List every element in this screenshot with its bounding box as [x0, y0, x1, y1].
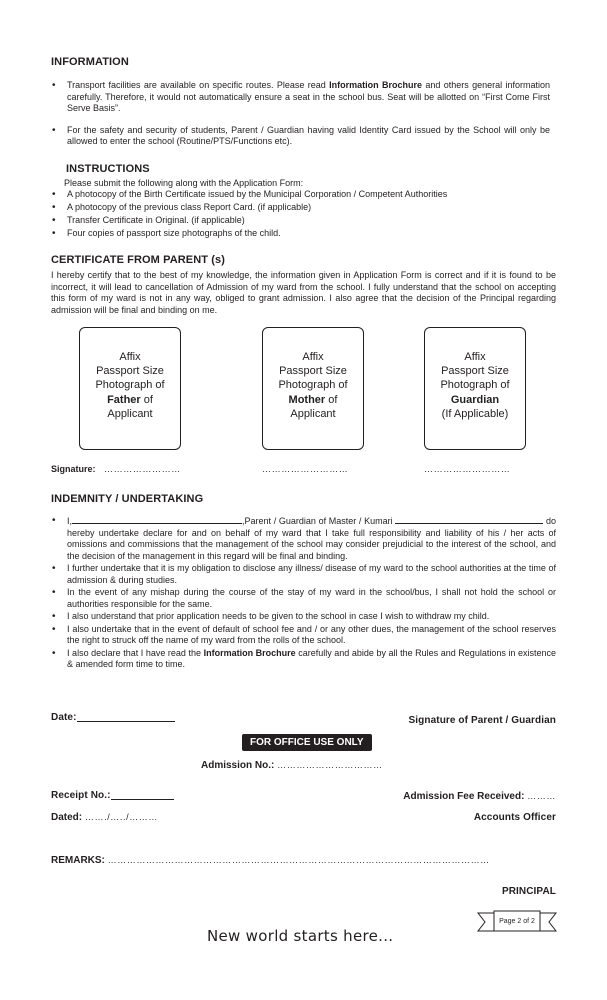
accounts-officer-label: Accounts Officer — [473, 812, 556, 823]
principal-label: PRINCIPAL — [501, 886, 556, 897]
parent-signature-label: Signature of Parent / Guardian — [408, 715, 556, 726]
signature-line-father: …………………… — [104, 464, 181, 474]
list-item: • I also declare that I have read the Information Brochure carefully and abide by all the Rules and Regulations in existence & amended form time to time. — [51, 648, 556, 671]
list-item: • A photocopy of the previous class Report Card. (if applicable) — [51, 202, 550, 214]
list-item: • Transport facilities are available on specific routes. Please read Information Brochure and others general information carefully. Therefore, it would not automatically ensure a seat in the school bus. Seat will be allotted on “First Come First Serve Basis”. — [51, 80, 550, 115]
certificate-text: I hereby certify that to the best of my knowledge, the information given in Application Form is correct and if it is found to be incorrect, it will lead to cancellation of Admission of my ward from the school. I fully understand that the school on accepting this form of my ward is not in any way, obliged to grant admission. I also agree that the decision of the Principal regarding admission will be final and binding on me. — [51, 270, 556, 315]
dated-field: Dated: ……./…../……… — [51, 812, 159, 823]
indemnity-heading: INDEMNITY / UNDERTAKING — [51, 493, 204, 505]
list-item: • I further undertake that it is my obligation to disclose any illness/ disease of my ward to the school authorities at the time of admission & during studies. — [51, 563, 556, 586]
signature-line-mother: ……………………… — [262, 464, 349, 474]
ward-name-line — [395, 515, 543, 524]
fee-received: Admission Fee Received: ……… — [403, 791, 556, 802]
instructions-intro: Please submit the following along with the Application Form: — [64, 178, 304, 188]
list-item: • A photocopy of the Birth Certificate issued by the Municipal Corporation / Competent Authorities — [51, 189, 550, 201]
guardian-name-line — [72, 515, 242, 524]
indemnity-list — [51, 515, 556, 671]
instructions-heading: INSTRUCTIONS — [66, 163, 150, 175]
list-item: • In the event of any mishap during the course of the stay of my ward in the school/bus, I shall not hold the school or authorities responsible for the same. — [51, 587, 556, 610]
list-item: • For the safety and security of students, Parent / Guardian having valid Identity Card issued by the School will only be allowed to enter the school (Routine/PTS/Functions etc). — [51, 125, 550, 148]
admission-number: Admission No.: …………………………… — [201, 760, 383, 771]
remarks-field: REMARKS: ………………………………………………………………………………………………………… — [51, 855, 490, 866]
receipt-line[interactable] — [111, 799, 174, 800]
certificate-heading: CERTIFICATE FROM PARENT (s) — [51, 254, 226, 266]
list-item: • I also undertake that in the event of default of school fee and / or any other dues, the management of the school reserves the right to struck off the name of my ward from the rolls of the school. — [51, 624, 556, 647]
list-item: • Transfer Certificate in Original. (if applicable) — [51, 215, 550, 227]
page-number: Page 2 of 2 — [499, 918, 535, 925]
instructions-list — [51, 189, 550, 240]
information-list — [51, 80, 550, 148]
list-item: • Four copies of passport size photographs of the child. — [51, 228, 550, 240]
photo-box-father: Affix Passport Size Photograph of Father of Applicant — [79, 327, 181, 450]
list-item: • I also understand that prior application needs to be given to the school in case I wish to withdraw my child. — [51, 611, 556, 623]
information-heading: INFORMATION — [51, 56, 129, 68]
office-use-badge: FOR OFFICE USE ONLY — [242, 734, 372, 751]
signature-line-guardian: ……………………… — [424, 464, 511, 474]
list-item: • I, ,Parent / Guardian of Master / Kumari do hereby undertake declare for and on behalf of my ward that I take full responsibility and liability of his / her acts of omissions and commissions that the management of the school may consider prejudicial to the interest of the school, and the decision of the management in this regard will be final and binding. — [51, 515, 556, 562]
photo-box-guardian: Affix Passport Size Photograph of Guardian (If Applicable) — [424, 327, 526, 450]
signature-label: Signature: — [51, 464, 96, 474]
date-label: Date: — [51, 712, 77, 723]
tagline: New world starts here... — [207, 927, 394, 945]
date-line[interactable] — [77, 721, 175, 722]
receipt-label: Receipt No.: — [51, 790, 111, 801]
photo-box-mother: Affix Passport Size Photograph of Mother of Applicant — [262, 327, 364, 450]
